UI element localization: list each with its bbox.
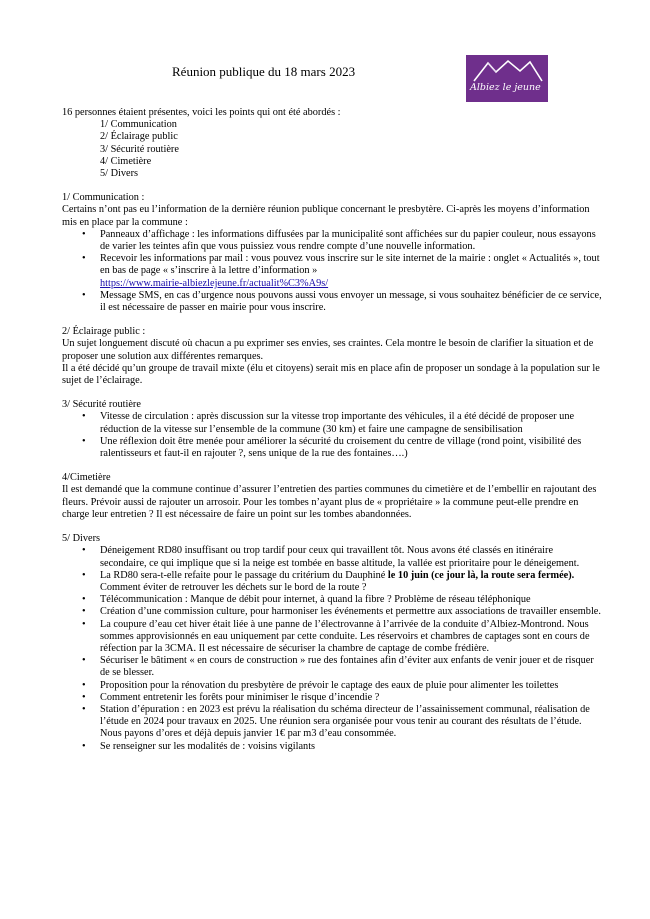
agenda-item: 3/ Sécurité routière	[100, 143, 179, 155]
mountain-logo-icon	[466, 55, 548, 102]
list-item: • Comment entretenir les forêts pour minimiser le risque d’incendie ?	[82, 691, 380, 703]
list-item: • Panneaux d’affichage : les informations diffusées par la municipalité sont affichées sur du papier couleur, nous essayons de varier les teintes afin que vous puissiez vous rendre compte d’une nouvelle information.	[82, 228, 596, 253]
list-item: • Se renseigner sur les modalités de : voisins vigilants	[82, 740, 316, 752]
list-item: • Sécuriser le bâtiment « en cours de construction » rue des fontaines afin d’éviter aux enfants de venir jouer et de risquer de se blesser.	[82, 655, 594, 679]
list-item: • Télécommunication : Manque de débit pour internet, à quand la fibre ? Problème de réseau téléphonique	[82, 594, 531, 606]
list-item: • Recevoir les informations par mail : vous pouvez vous inscrire sur le site internet de la mairie : onglet « Actualités », tout en bas de page « s’inscrire à la lettre d’information » https://www.mairie-albiezlejeune.fr/actualit%C3%A9s/	[82, 253, 600, 289]
list-item: • Proposition pour la rénovation du presbytère de prévoir le captage des eaux de pluie pour alimenter les toilettes	[82, 679, 559, 691]
list-item: • Message SMS, en cas d’urgence nous pouvons aussi vous envoyer un message, si vous souhaitez bénéficier de ce service, il est nécessaire de passer en mairie pour vous inscrire.	[82, 289, 602, 314]
section-heading-cimetiere: 4/Cimetière	[62, 472, 111, 484]
agenda-item: 4/ Cimetière	[100, 155, 152, 167]
bullet-icon: •	[82, 569, 86, 581]
bullet-icon: •	[82, 435, 86, 447]
bullet-icon: •	[82, 703, 86, 715]
section-heading-communication: 1/ Communication :	[62, 192, 145, 204]
bullet-icon: •	[82, 740, 86, 752]
albiez-logo	[466, 55, 548, 102]
bullet-icon: •	[82, 228, 86, 240]
communication-text: Certains n’ont pas eu l’information de la dernière réunion publique concernant le presbytère. Ci-après les moyens d’information mis en place par la commune :	[62, 204, 590, 228]
list-item: • Déneigement RD80 insuffisant ou trop tardif pour ceux qui travaillent tôt. Nous avons été classés en itinéraire secondaire, ce qui implique que si la neige est tombée en basse altitude, la vallée est prioritaire pour le déneigement.	[82, 545, 580, 569]
bullet-icon: •	[82, 594, 86, 606]
agenda-item: 2/ Éclairage public	[100, 131, 178, 143]
list-item: • La RD80 sera-t-elle refaite pour le passage du critérium du Dauphiné le 10 juin (ce jour là, la route sera fermée). Comment éviter de retrouver les déchets sur le bord de la route ?	[82, 569, 575, 593]
list-item: • Une réflexion doit être menée pour améliorer la sécurité du croisement du centre de village (rond point, visibilité des ralentisseurs et faut-il en rajouter ?, sens unique de la rue des fontaines….)	[82, 435, 582, 460]
bullet-icon: •	[82, 253, 86, 265]
list-item: • Vitesse de circulation : après discussion sur la vitesse trop importante des véhicules, il a été décidé de proposer une réduction de la vitesse sur l’ensemble de la commune (30 km) et faire une campagne de sensibilisation	[82, 411, 575, 435]
agenda-item: 5/ Divers	[100, 168, 139, 180]
section-heading-divers: 5/ Divers	[62, 533, 101, 545]
list-item: • La coupure d’eau cet hiver était liée à une panne de l’électrovanne à l’arrivée de la conduite d’Albiez-Montrond. Nous sommes approvisionnés en eau uniquement par cette conduite. Les réservoirs et chambres de captages sont en cours de réfection par la 3CMA. Il est nécessaire de sécuriser la chambre de captage de combe frédière.	[82, 618, 590, 654]
newsletter-link[interactable]: https://www.mairie-albiezlejeune.fr/actualit%C3%A9s/	[100, 277, 329, 289]
document-body	[62, 107, 602, 753]
list-item: • Station d’épuration : en 2023 est prévu la réalisation du schéma directeur de l’assainissement communal, réalisation de l’étude en 2024 pour travaux en 2025. Une réunion sera organisée pour vous tenir au courant des résultats de l’étude. Nous payons d’ores et déjà depuis janvier 1€ par m3 d’eau consommée.	[82, 703, 590, 740]
section-heading-eclairage: 2/ Éclairage public :	[62, 326, 146, 338]
eclairage-paragraph: Un sujet longuement discuté où chacun a pu exprimer ses envies, ses craintes. Cela montre le besoin de clarifier la situation et de proposer une solution aux différentes remarques.	[62, 338, 594, 362]
bullet-icon: •	[82, 679, 86, 691]
communication-list	[62, 229, 602, 314]
securite-list	[62, 411, 602, 460]
page-title: Réunion publique du 18 mars 2023	[172, 64, 356, 79]
bold-date-note: le 10 juin (ce jour là, la route sera fermée).	[387, 569, 575, 581]
list-item: • Création d’une commission culture, pour harmoniser les événements et permettre aux associations de travailler ensemble.	[82, 606, 601, 618]
bullet-icon: •	[82, 691, 86, 703]
bullet-icon: •	[82, 411, 86, 423]
divers-list	[62, 545, 602, 752]
bullet-icon: •	[82, 655, 86, 667]
intro-text: 16 personnes étaient présentes, voici les points qui ont été abordés :	[62, 107, 341, 118]
agenda-item: 1/ Communication	[100, 119, 177, 131]
eclairage-paragraph: Il a été décidé qu’un groupe de travail mixte (élu et citoyens) serait mis en place afin de proposer un sondage à la population sur le sujet de l’éclairage.	[62, 362, 600, 387]
section-heading-securite: 3/ Sécurité routière	[62, 399, 141, 411]
bullet-icon: •	[82, 289, 86, 301]
logo-text: Albiez le jeune	[470, 82, 541, 93]
bullet-icon: •	[82, 545, 86, 557]
bullet-icon: •	[82, 618, 86, 630]
cimetiere-text: Il est demandé que la commune continue d’assurer l’entretien des parties communes du cimetière et de l’embellir en rajoutant des fleurs. Prévoir aussi de rajouter un arrosoir. Pour les tombes n’ayant plus de « propriétaire » la commune peut-elle prendre en charge leur entretien ? Il est nécessaire de faire un point sur les tombes abandonnées.	[62, 484, 597, 520]
bullet-icon: •	[82, 606, 86, 618]
